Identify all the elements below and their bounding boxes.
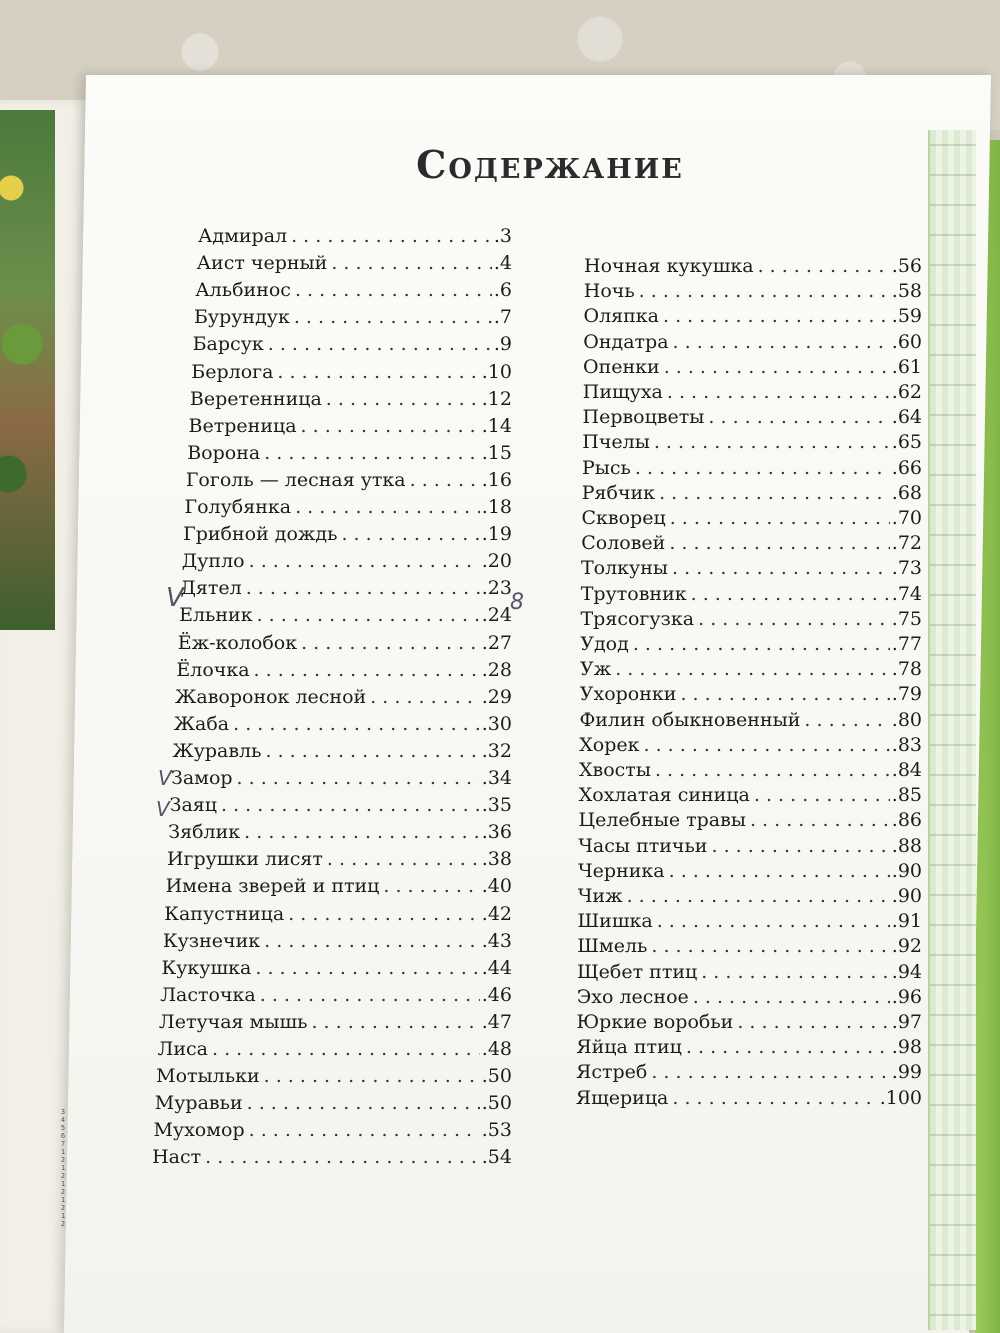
- toc-entry: [578, 860, 922, 882]
- toc-entry-page-number: .9: [493, 333, 512, 356]
- toc-entry-page-number: .68: [891, 481, 922, 504]
- toc-entry-title: Филин обыкновенный: [579, 708, 801, 731]
- toc-entry: [194, 306, 512, 328]
- toc-entry-title: Оляпка: [583, 305, 659, 328]
- handwritten-check-mark: V: [166, 583, 184, 613]
- toc-dot-leader: [672, 1087, 877, 1109]
- toc-dot-leader: [383, 875, 479, 897]
- toc-entry: [583, 406, 923, 428]
- toc-entry-page-number: .19: [481, 523, 512, 546]
- toc-entry-title: Ельник: [179, 604, 253, 627]
- toc-dot-leader: [615, 658, 890, 680]
- toc-dot-leader: [672, 557, 890, 579]
- toc-dot-leader: [654, 431, 890, 453]
- toc-entry-title: Опенки: [583, 355, 660, 378]
- toc-dot-leader: [244, 821, 480, 843]
- toc-entry: [163, 930, 512, 952]
- toc-entry: [162, 957, 512, 979]
- toc-entry-title: Ночная кукушка: [584, 255, 754, 277]
- toc-entry-title: Щебет птиц: [577, 960, 698, 983]
- toc-entry-title: Хорек: [579, 733, 640, 756]
- toc-entry-title: Журавль: [172, 739, 262, 762]
- toc-entry-title: Хвосты: [579, 759, 651, 781]
- toc-entry-title: Гоголь — лесная утка: [185, 468, 406, 491]
- toc-entry-title: Юркие воробьи: [576, 1011, 734, 1033]
- toc-entry: [152, 1146, 512, 1168]
- toc-dot-leader: [233, 713, 480, 735]
- toc-entry-title: Пищуха: [582, 381, 663, 403]
- toc-entry-title: Летучая мышь: [158, 1010, 308, 1033]
- toc-entry: [172, 740, 512, 762]
- toc-entry: [195, 279, 512, 301]
- toc-entry-page-number: .84: [891, 759, 922, 781]
- toc-dot-leader: [291, 225, 492, 247]
- toc-entry-title: Капустница: [164, 902, 285, 925]
- toc-entry: [153, 1119, 512, 1141]
- toc-entry-page-number: .79: [891, 683, 922, 706]
- toc-entry-title: Мухомор: [153, 1119, 245, 1142]
- toc-dot-leader: [664, 356, 890, 378]
- toc-entry: [580, 709, 923, 731]
- toc-dot-leader: [673, 331, 890, 353]
- toc-dot-leader: [294, 306, 492, 328]
- toc-entry-page-number: .44: [481, 956, 512, 979]
- toc-entry-page-number: .4: [493, 252, 512, 275]
- toc-entry: [581, 532, 922, 554]
- toc-entry: [578, 835, 922, 857]
- toc-dot-leader: [205, 1146, 480, 1168]
- toc-entry-page-number: .14: [481, 414, 512, 437]
- toc-dot-leader: [680, 683, 889, 705]
- toc-entry-page-number: .83: [891, 733, 922, 756]
- toc-entry: [577, 961, 922, 983]
- toc-entry-page-number: .60: [891, 330, 922, 353]
- toc-dot-leader: [691, 583, 890, 605]
- toc-entry-page-number: .28: [481, 658, 512, 681]
- toc-entry-title: Дупло: [181, 550, 245, 573]
- toc-entry-page-number: .73: [891, 557, 922, 580]
- toc-dot-leader: [260, 984, 480, 1006]
- toc-dot-leader: [686, 1036, 890, 1058]
- toc-entry: [581, 608, 923, 630]
- toc-entry-title: Соловей: [581, 532, 666, 555]
- toc-entry: [576, 1061, 922, 1083]
- toc-entry-title: Уж: [580, 658, 612, 681]
- toc-entry: [180, 577, 512, 599]
- toc-entry: [584, 280, 922, 302]
- toc-entry-title: Мотыльки: [156, 1065, 260, 1088]
- toc-entry-page-number: .6: [493, 279, 512, 302]
- toc-entry-title: Барсук: [192, 333, 264, 356]
- toc-entry-title: Веретенница: [189, 387, 322, 410]
- toc-entry-page-number: .3: [493, 225, 512, 247]
- toc-entry: [159, 1011, 512, 1033]
- toc-entry-page-number: .91: [891, 910, 922, 933]
- toc-entry-page-number: .92: [891, 935, 922, 958]
- toc-entry-title: Замор: [171, 767, 233, 789]
- toc-dot-leader: [301, 415, 480, 437]
- toc-dot-leader: [708, 406, 889, 428]
- toc-dot-leader: [288, 903, 480, 925]
- toc-dot-leader: [657, 910, 890, 932]
- toc-entry-page-number: .58: [891, 280, 922, 303]
- toc-entry: [193, 333, 512, 355]
- toc-dot-leader: [750, 809, 890, 831]
- toc-dot-leader: [264, 1065, 480, 1087]
- toc-entry: [582, 431, 922, 453]
- toc-dot-leader: [295, 496, 480, 518]
- toc-entry-title: Игрушки лисят: [166, 848, 323, 871]
- toc-entry: [171, 767, 512, 789]
- toc-entry-title: Первоцветы: [582, 406, 705, 429]
- toc-entry-title: Дятел: [180, 577, 242, 600]
- toc-entry-page-number: .47: [481, 1010, 512, 1033]
- toc-entry-title: Ночь: [583, 280, 635, 303]
- toc-entry-page-number: .42: [481, 902, 512, 925]
- toc-entry-title: Кузнечик: [162, 929, 261, 952]
- toc-entry: [579, 784, 922, 806]
- toc-entry-page-number: .97: [891, 1011, 922, 1033]
- toc-dot-leader: [737, 1011, 889, 1033]
- toc-dot-leader: [698, 608, 890, 630]
- toc-entry-page-number: .34: [481, 767, 512, 789]
- toc-entry-title: Трутовник: [580, 582, 687, 605]
- toc-entry: [577, 986, 922, 1008]
- toc-entry-title: Рябчик: [581, 481, 656, 504]
- toc-dot-leader: [410, 469, 480, 491]
- page-ornament-border: [928, 130, 976, 1330]
- toc-entry-page-number: .70: [891, 507, 922, 529]
- toc-entry: [197, 252, 512, 274]
- toc-entry-title: Яйца птиц: [576, 1036, 682, 1059]
- toc-entry-page-number: .27: [481, 631, 512, 654]
- toc-dot-leader: [633, 633, 890, 655]
- toc-entry: [583, 381, 922, 403]
- toc-dot-leader: [669, 532, 889, 554]
- toc-entry-title: Бурундук: [193, 306, 290, 329]
- toc-entry-title: Часы птичьи: [578, 834, 708, 857]
- toc-entry-page-number: .50: [481, 1092, 512, 1115]
- toc-entry-title: Аист черный: [196, 252, 328, 275]
- toc-entry: [183, 523, 512, 545]
- toc-entry: [582, 507, 923, 529]
- toc-entry-title: Ласточка: [160, 983, 256, 1006]
- toc-entry-title: Хохлатая синица: [578, 784, 750, 807]
- handwritten-number-mark: 8: [510, 590, 524, 615]
- toc-entry-page-number: .90: [891, 885, 922, 907]
- toc-dot-leader: [669, 860, 890, 882]
- toc-dot-leader: [804, 709, 889, 731]
- toc-entry-page-number: .77: [891, 633, 922, 655]
- toc-dot-leader: [247, 1092, 480, 1114]
- toc-entry: [579, 809, 923, 831]
- toc-entry-page-number: .16: [481, 468, 512, 491]
- toc-entry-page-number: .43: [481, 929, 512, 952]
- toc-entry-title: Жаворонок лесной: [175, 685, 367, 708]
- toc-entry-title: Лиса: [157, 1038, 208, 1060]
- toc-entry-page-number: .100: [879, 1086, 922, 1109]
- toc-entry: [584, 305, 923, 327]
- toc-entry-page-number: .75: [891, 607, 922, 630]
- toc-dot-leader: [635, 457, 890, 479]
- toc-dot-leader: [264, 442, 480, 464]
- toc-entry: [578, 885, 922, 907]
- toc-entry-title: Жаба: [173, 712, 230, 735]
- toc-entry-title: Эхо лесное: [576, 985, 689, 1008]
- toc-entry-page-number: .64: [891, 406, 922, 429]
- toc-entry-title: Зяблик: [168, 821, 241, 844]
- toc-dot-leader: [301, 632, 480, 654]
- toc-entry: [190, 388, 512, 410]
- toc-entry-page-number: .66: [891, 456, 922, 479]
- left-page-illustration: [0, 110, 55, 630]
- toc-entry-page-number: .15: [481, 441, 512, 464]
- toc-dot-leader: [311, 1011, 479, 1033]
- toc-entry: [170, 794, 512, 816]
- toc-dot-leader: [644, 734, 890, 756]
- toc-entry-title: Удод: [580, 633, 629, 655]
- toc-entry: [578, 910, 923, 932]
- toc-entry-page-number: .61: [891, 355, 922, 378]
- toc-entry-page-number: .80: [891, 708, 922, 731]
- toc-dot-leader: [249, 550, 480, 572]
- toc-entry: [179, 604, 512, 626]
- toc-entry: [156, 1065, 512, 1087]
- toc-dot-leader: [711, 835, 889, 857]
- toc-entry: [584, 255, 922, 277]
- toc-entry-title: Ухоронки: [579, 683, 677, 706]
- toc-entry-title: Ворона: [187, 441, 261, 464]
- toc-dot-leader: [758, 255, 890, 277]
- toc-entry-title: Ёлочка: [176, 658, 250, 681]
- toc-entry: [167, 848, 512, 870]
- toc-entry: [583, 356, 922, 378]
- toc-entry: [581, 557, 922, 579]
- toc-entry: [166, 875, 512, 897]
- toc-entry-title: Шмель: [577, 935, 648, 958]
- toc-entry-page-number: .53: [481, 1119, 512, 1142]
- toc-entry: [582, 482, 922, 504]
- toc-dot-leader: [295, 279, 492, 301]
- toc-entry-page-number: .36: [481, 821, 512, 844]
- toc-dot-leader: [268, 333, 492, 355]
- toc-entry-title: Рысь: [582, 456, 631, 479]
- toc-entry-page-number: .96: [891, 985, 922, 1008]
- toc-dot-leader: [246, 577, 480, 599]
- toc-entry: [176, 659, 512, 681]
- toc-entry-title: Берлога: [191, 360, 274, 383]
- toc-entry: [178, 632, 512, 654]
- toc-entry-title: Ястреб: [576, 1061, 648, 1084]
- toc-dot-leader: [651, 935, 889, 957]
- toc-entry-page-number: .10: [481, 360, 512, 383]
- toc-entry: [576, 1036, 922, 1058]
- toc-entry: [198, 225, 512, 247]
- toc-dot-leader: [277, 361, 479, 383]
- toc-entry-page-number: .18: [481, 496, 512, 518]
- toc-dot-leader: [254, 659, 480, 681]
- toc-entry-page-number: .65: [891, 431, 922, 454]
- toc-entry-title: Муравьи: [154, 1092, 243, 1115]
- toc-dot-leader: [663, 305, 890, 327]
- handwritten-check-mark: V: [158, 766, 172, 790]
- toc-entry: [174, 713, 512, 735]
- toc-entry-title: Целебные травы: [578, 809, 746, 832]
- toc-entry: [191, 361, 512, 383]
- toc-dot-leader: [326, 388, 480, 410]
- toc-entry-title: Голубянка: [184, 496, 292, 518]
- toc-entry-title: Ондатра: [583, 330, 669, 353]
- toc-entry-title: Скворец: [581, 507, 666, 529]
- toc-entry-page-number: .62: [891, 381, 922, 403]
- toc-entry-page-number: .50: [481, 1065, 512, 1088]
- toc-entry-title: Грибной дождь: [183, 523, 338, 546]
- toc-dot-leader: [659, 482, 890, 504]
- toc-dot-leader: [331, 252, 492, 274]
- toc-entry: [583, 331, 922, 353]
- toc-entry-page-number: .90: [891, 859, 922, 882]
- toc-entry: [580, 683, 922, 705]
- toc-entry-page-number: .32: [481, 739, 512, 762]
- toc-entry-page-number: .86: [891, 809, 922, 832]
- page-title: Содержание: [416, 142, 684, 187]
- toc-dot-leader: [221, 794, 480, 816]
- toc-entry-page-number: .12: [481, 387, 512, 410]
- toc-entry-page-number: .94: [891, 960, 922, 983]
- toc-entry-page-number: .20: [481, 550, 512, 573]
- toc-entry: [186, 469, 512, 491]
- toc-dot-leader: [264, 930, 480, 952]
- toc-entry: [580, 633, 922, 655]
- toc-entry-title: Имена зверей и птиц: [165, 875, 380, 898]
- toc-entry-page-number: .78: [891, 658, 922, 681]
- toc-dot-leader: [701, 961, 890, 983]
- toc-entry-page-number: .99: [891, 1061, 922, 1084]
- toc-entry-page-number: .46: [481, 983, 512, 1006]
- toc-entry-page-number: .48: [481, 1038, 512, 1060]
- toc-entry: [175, 686, 512, 708]
- toc-entry-page-number: .74: [891, 582, 922, 605]
- toc-entry-page-number: .7: [493, 306, 512, 329]
- toc-entry: [189, 415, 512, 437]
- toc-entry: [187, 442, 512, 464]
- toc-entry: [581, 583, 922, 605]
- toc-entry-title: Наст: [152, 1146, 202, 1169]
- toc-dot-leader: [255, 957, 479, 979]
- toc-entry-title: Шишка: [577, 910, 653, 933]
- toc-entry-page-number: .29: [481, 685, 512, 708]
- toc-entry: [158, 1038, 513, 1060]
- toc-dot-leader: [237, 767, 480, 789]
- toc-entry-page-number: .88: [891, 834, 922, 857]
- toc-entry-title: Кукушка: [161, 956, 252, 979]
- toc-dot-leader: [212, 1038, 480, 1060]
- toc-entry: [160, 984, 512, 1006]
- toc-entry-title: Альбинос: [195, 279, 291, 302]
- toc-entry-title: Ёж-колобок: [177, 631, 298, 654]
- toc-entry-title: Трясогузка: [580, 607, 695, 630]
- toc-entry-page-number: .59: [891, 305, 922, 328]
- toc-entry-title: Пчелы: [582, 431, 650, 454]
- toc-entry-title: Чиж: [577, 885, 623, 907]
- toc-entry: [168, 821, 512, 843]
- toc-entry-page-number: .98: [891, 1036, 922, 1059]
- toc-entry: [155, 1092, 512, 1114]
- toc-entry-title: Заяц: [169, 794, 218, 817]
- toc-entry-title: Толкуны: [581, 557, 669, 580]
- toc-entry-page-number: .72: [891, 532, 922, 555]
- toc-entry: [579, 759, 922, 781]
- toc-entry-page-number: .56: [891, 255, 922, 277]
- toc-dot-leader: [754, 784, 890, 806]
- toc-entry-page-number: .40: [481, 875, 512, 898]
- toc-entry-page-number: .85: [891, 784, 922, 807]
- toc-dot-leader: [265, 740, 479, 762]
- toc-entry-page-number: .30: [481, 712, 512, 735]
- handwritten-check-mark: V: [156, 797, 170, 821]
- toc-dot-leader: [693, 986, 890, 1008]
- toc-entry: [577, 935, 922, 957]
- toc-entry: [185, 496, 513, 518]
- toc-entry: [579, 734, 922, 756]
- toc-dot-leader: [639, 280, 890, 302]
- toc-entry: [182, 550, 512, 572]
- toc-dot-leader: [627, 885, 890, 907]
- toc-entry-page-number: .24: [481, 604, 512, 627]
- toc-entry-page-number: .54: [481, 1146, 512, 1169]
- margin-print-marks: 3 4 5 6 7 1 2 1 2 1 2 1 2 1 2: [60, 1108, 66, 1228]
- toc-entry-page-number: .35: [481, 794, 512, 817]
- toc-dot-leader: [249, 1119, 480, 1141]
- toc-dot-leader: [670, 507, 890, 529]
- toc-entry: [582, 457, 922, 479]
- toc-entry-title: Ящерица: [575, 1086, 669, 1109]
- toc-entry: [576, 1087, 922, 1109]
- toc-dot-leader: [341, 523, 479, 545]
- toc-dot-leader: [257, 604, 480, 626]
- toc-dot-leader: [667, 381, 890, 403]
- toc-dot-leader: [651, 1061, 889, 1083]
- toc-entry: [580, 658, 922, 680]
- toc-dot-leader: [327, 848, 480, 870]
- toc-entry-page-number: .23: [481, 577, 512, 600]
- toc-entry-title: Черника: [578, 859, 665, 882]
- toc-dot-leader: [370, 686, 480, 708]
- toc-entry-title: Адмирал: [198, 225, 288, 247]
- toc-entry: [164, 903, 512, 925]
- toc-entry: [577, 1011, 923, 1033]
- toc-entry-page-number: .38: [481, 848, 512, 871]
- toc-entry-title: Ветреница: [188, 414, 297, 437]
- toc-dot-leader: [655, 759, 890, 781]
